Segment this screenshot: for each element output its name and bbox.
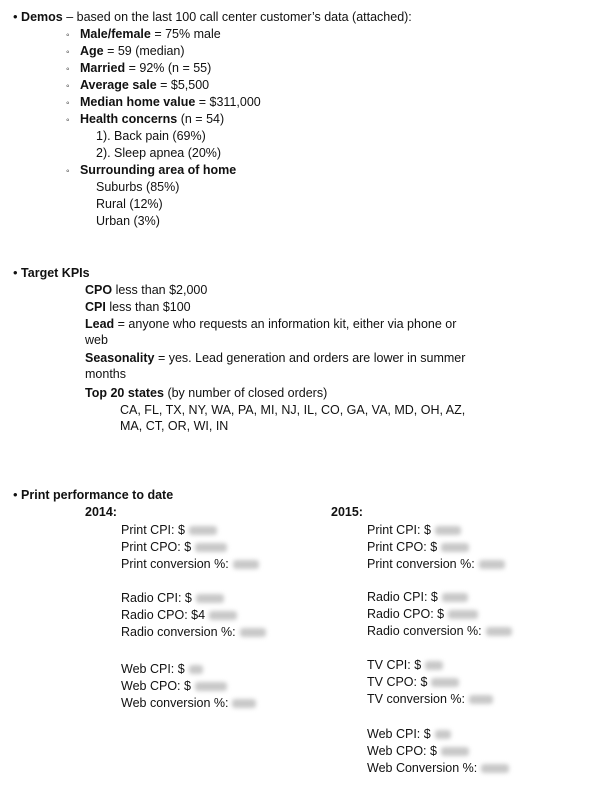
- circle-bullet-icon: ◦: [66, 98, 70, 109]
- metric-row: Radio CPI: $: [121, 590, 224, 606]
- metric-row: Web conversion %:: [121, 695, 256, 711]
- metric-row: Radio CPO: $4: [121, 607, 237, 623]
- kpi-cpo: CPO less than $2,000: [85, 283, 208, 297]
- kpi-lead: Lead = anyone who requests an information kit, either via phone or web: [85, 317, 457, 347]
- metric-row: Print conversion %:: [121, 556, 259, 572]
- redacted-value: [189, 526, 217, 535]
- kpi-seasonality: Seasonality = yes. Lead generation and orders are lower in summer months: [85, 351, 466, 381]
- demos-heading: Demos: [21, 10, 63, 24]
- redacted-value: [441, 747, 469, 756]
- redacted-value: [431, 678, 459, 687]
- metric-row: Web CPO: $: [367, 743, 469, 759]
- redacted-value: [448, 610, 478, 619]
- redacted-value: [481, 764, 509, 773]
- redacted-value: [240, 628, 266, 637]
- metric-row: TV conversion %:: [367, 691, 493, 707]
- bullet-icon: •: [13, 265, 18, 280]
- demos-intro: – based on the last 100 call center customer’s data (attached):: [62, 10, 412, 24]
- redacted-value: [233, 560, 259, 569]
- states-list: CA, FL, TX, NY, WA, PA, MI, NJ, IL, CO, GA, VA, MD, OH, AZ, MA, CT, OR, WI, IN: [120, 403, 466, 433]
- metric-row: TV CPO: $: [367, 674, 459, 690]
- redacted-value: [189, 665, 203, 674]
- print-bullet-line: [13, 487, 173, 503]
- print-heading: Print performance to date: [21, 488, 174, 502]
- list-item: ◦ Median home value = $311,000: [66, 95, 261, 109]
- metric-row: Web CPI: $: [121, 661, 203, 677]
- kpi-states: Top 20 states (by number of closed orders): [85, 386, 328, 400]
- area-item: Rural (12%): [96, 197, 163, 211]
- area-item: Suburbs (85%): [96, 180, 180, 194]
- redacted-value: [196, 594, 224, 603]
- bullet-icon: •: [13, 9, 18, 24]
- year-2014: 2014:: [85, 505, 117, 519]
- area-item: Urban (3%): [96, 214, 160, 228]
- metric-row: Web Conversion %:: [367, 760, 509, 776]
- demos-bullet-line: [13, 9, 412, 25]
- redacted-value: [479, 560, 505, 569]
- redacted-value: [195, 682, 227, 691]
- redacted-value: [486, 627, 512, 636]
- redacted-value: [425, 661, 443, 670]
- metric-row: Radio CPI: $: [367, 589, 468, 605]
- kpi-cpi: CPI less than $100: [85, 300, 191, 314]
- redacted-value: [195, 543, 227, 552]
- circle-bullet-icon: ◦: [66, 47, 70, 58]
- circle-bullet-icon: ◦: [66, 115, 70, 126]
- list-item: ◦ Age = 59 (median): [66, 44, 185, 58]
- circle-bullet-icon: ◦: [66, 64, 70, 75]
- redacted-value: [441, 543, 469, 552]
- kpis-bullet-line: [13, 265, 90, 281]
- list-item: ◦ Surrounding area of home: [66, 163, 237, 177]
- metric-row: TV CPI: $: [367, 657, 443, 673]
- metric-row: Radio conversion %:: [121, 624, 266, 640]
- health-item: 1). Back pain (69%): [96, 129, 206, 143]
- metric-row: Print CPI: $: [367, 522, 461, 538]
- redacted-value: [442, 593, 468, 602]
- circle-bullet-icon: ◦: [66, 30, 70, 41]
- metric-row: Web CPO: $: [121, 678, 227, 694]
- metric-row: Radio CPO: $: [367, 606, 478, 622]
- redacted-value: [435, 526, 461, 535]
- circle-bullet-icon: ◦: [66, 166, 70, 177]
- kpis-heading: Target KPIs: [21, 266, 90, 280]
- year-2015: 2015:: [331, 505, 363, 519]
- redacted-value: [209, 611, 237, 620]
- list-item: ◦ Health concerns (n = 54): [66, 112, 225, 126]
- list-item: ◦ Married = 92% (n = 55): [66, 61, 212, 75]
- redacted-value: [435, 730, 451, 739]
- bullet-icon: •: [13, 487, 18, 502]
- metric-row: Print CPO: $: [367, 539, 469, 555]
- metric-row: Web CPI: $: [367, 726, 451, 742]
- metric-row: Radio conversion %:: [367, 623, 512, 639]
- redacted-value: [469, 695, 493, 704]
- metric-row: Print conversion %:: [367, 556, 505, 572]
- list-item: ◦ Average sale = $5,500: [66, 78, 210, 92]
- metric-row: Print CPO: $: [121, 539, 227, 555]
- list-item: ◦ Male/female = 75% male: [66, 27, 221, 41]
- redacted-value: [232, 699, 256, 708]
- metric-row: Print CPI: $: [121, 522, 217, 538]
- circle-bullet-icon: ◦: [66, 81, 70, 92]
- health-item: 2). Sleep apnea (20%): [96, 146, 222, 160]
